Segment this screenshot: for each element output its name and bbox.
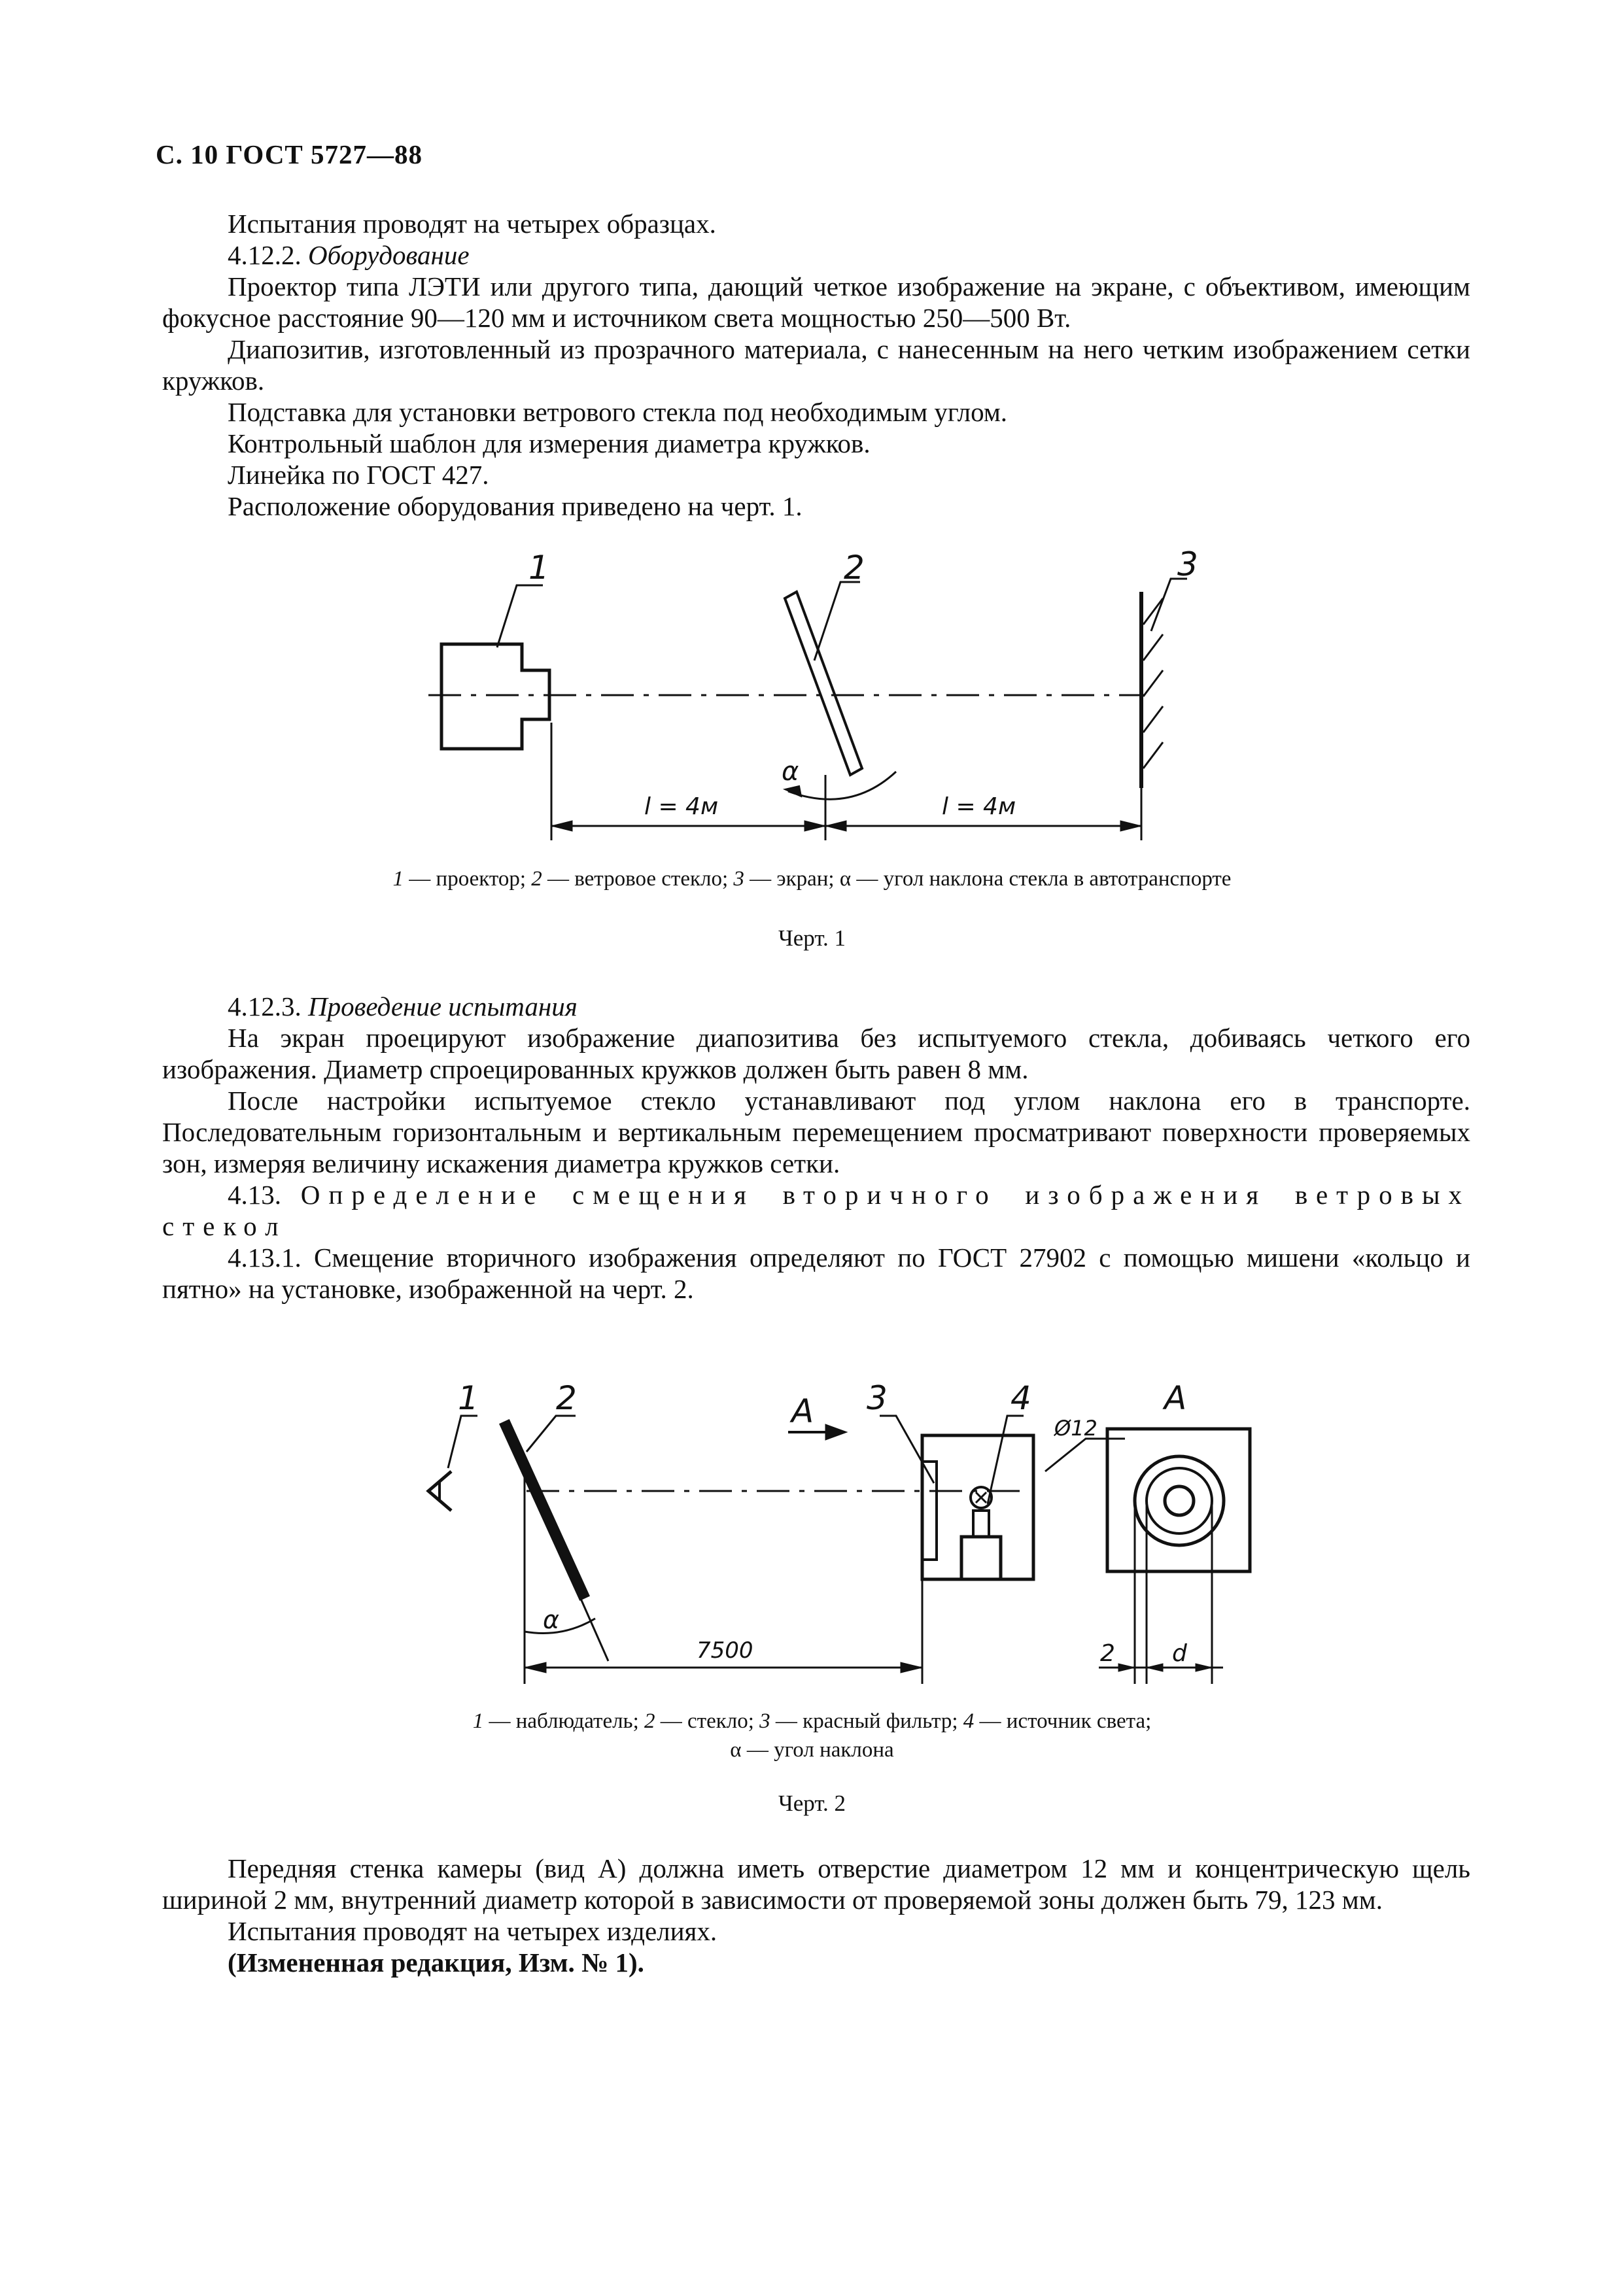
- paragraph: Проектор типа ЛЭТИ или другого типа, дающий четкое изображение на экране, с объективом, имеющим фокусное расстояние 90—120 мм и источником света мощностью 250—500 Вт.: [162, 271, 1470, 333]
- lamp-base: [961, 1537, 1001, 1579]
- fig2-label-1: 1: [458, 1379, 479, 1417]
- figure-1-number: Черт. 1: [778, 925, 846, 951]
- figure-2-number: Черт. 2: [778, 1791, 846, 1816]
- paragraph: Передняя стенка камеры (вид А) должна иметь отверстие диаметром 12 мм и концентрическую щель шириной 2 мм, внутренний диаметр которой в зависимости от проверяемой зоны должен быть 79, 123 мм.: [162, 1853, 1470, 1915]
- center-hole: [1165, 1486, 1194, 1515]
- section-heading: 4.12.3. Проведение испытания: [228, 991, 578, 1021]
- amendment-note: (Измененная редакция, Изм. № 1).: [228, 1947, 644, 1978]
- leader-2: [527, 1416, 576, 1452]
- section-heading: 4.12.2. Оборудование: [228, 240, 470, 270]
- paragraph: Расположение оборудования приведено на черт. 1.: [228, 491, 803, 521]
- fig1-label-3: 3: [1177, 545, 1198, 583]
- fig2-dim-d: d: [1172, 1640, 1187, 1667]
- leader-1: [448, 1416, 477, 1468]
- fig1-dim-right: l = 4м: [942, 793, 1016, 820]
- paragraph: Контрольный шаблон для измерения диаметра кружков.: [228, 428, 871, 458]
- paragraph: На экран проецируют изображение диапозитива без испытуемого стекла, добиваясь четкого его изображения. Диаметр спроецированных кружков должен быть равен 8 мм.: [162, 1023, 1470, 1084]
- page-header: С. 10 ГОСТ 5727—88: [156, 139, 423, 169]
- fig2-alpha: α: [543, 1605, 560, 1634]
- leader-diam: [1045, 1439, 1125, 1471]
- fig2-dim-7500: 7500: [697, 1637, 753, 1664]
- fig2-diam: Ø12: [1054, 1416, 1097, 1441]
- text-block-chamber: [162, 1853, 1470, 1978]
- fig1-label-1: 1: [528, 549, 549, 587]
- fig2-dim-2: 2: [1100, 1640, 1115, 1667]
- fig2-view-a-arrow-label: А: [791, 1392, 814, 1430]
- paragraph: Подставка для установки ветрового стекла под необходимым углом.: [228, 397, 1008, 427]
- outer-ring: [1135, 1456, 1224, 1545]
- leader-3: [880, 1416, 934, 1483]
- fig2-label-3: 3: [867, 1379, 888, 1417]
- paragraph: Испытания проводят на четырех изделиях.: [228, 1916, 717, 1946]
- view-a-front-wall: [1107, 1429, 1250, 1571]
- paragraph: 4.13.1. Смещение вторичного изображения определяют по ГОСТ 27902 с помощью мишени «кольцо и пятно» на установке, изображенной на черт. 2.: [162, 1242, 1470, 1304]
- figure-1-caption: 1 — проектор; 2 — ветровое стекло; 3 — экран; α — угол наклона стекла в автотранспорте: [392, 867, 1232, 891]
- section-heading: 4.13. Определение смещения вторичного изображения ветровых стекол: [162, 1180, 1470, 1241]
- fig1-alpha: α: [782, 757, 799, 787]
- fig1-label-2: 2: [844, 549, 865, 587]
- paragraph: Диапозитив, изготовленный из прозрачного материала, с нанесенным на него четким изображением сетки кружков.: [162, 334, 1470, 396]
- fig2-label-4: 4: [1011, 1379, 1031, 1417]
- paragraph: После настройки испытуемое стекло устанавливают под углом наклона его в транспорте. Последовательным горизонтальным и вертикальным перемещением просматривают поверхности проверяемых зон, измеряя величину искажения диаметра кружков сетки.: [162, 1086, 1470, 1178]
- inner-ring: [1147, 1468, 1212, 1534]
- fig1-dim-left: l = 4м: [644, 793, 719, 820]
- glass-plate: [500, 1420, 589, 1600]
- fig2-label-2: 2: [556, 1379, 577, 1417]
- paragraph: Испытания проводят на четырех образцах.: [228, 209, 716, 239]
- fig2-view-a-title: А: [1164, 1379, 1187, 1417]
- figure-2-caption: 1 — наблюдатель; 2 — стекло; 3 — красный фильтр; 4 — источник света; α — угол наклона: [472, 1709, 1152, 1762]
- paragraph: Линейка по ГОСТ 427.: [228, 460, 489, 490]
